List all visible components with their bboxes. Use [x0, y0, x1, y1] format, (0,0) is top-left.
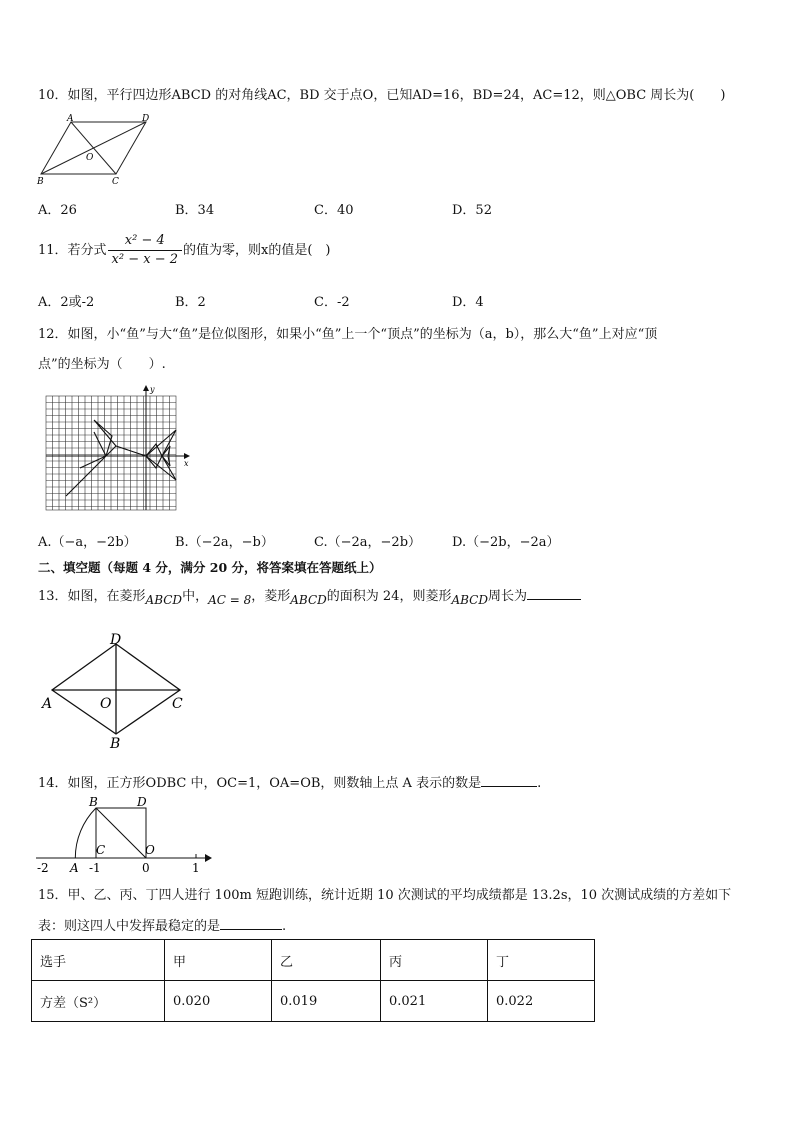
- q14-text: 14．如图，正方形ODBC 中，OC=1，OA=OB，则数轴上点 A 表示的数是: [38, 776, 482, 791]
- q10-label-d: D: [142, 114, 150, 124]
- q11-prefix: 11．若分式: [38, 243, 107, 258]
- q10-label-o: O: [86, 153, 94, 163]
- section-title-fill-in: 二、填空题（每题 4 分，满分 20 分，将答案填在答题纸上）: [38, 560, 382, 575]
- q15-stem-line2: [38, 915, 286, 934]
- q15-text-2: 表：则这四人中发挥最稳定的是: [38, 919, 221, 934]
- q11-option-d: D．4: [452, 295, 484, 310]
- q12-grid: [46, 396, 176, 510]
- q13-answer-blank[interactable]: [527, 599, 581, 600]
- q12-fish-grid-figure: [44, 384, 194, 516]
- q14-label-b: B: [89, 795, 98, 809]
- q12-option-a: A.（−a，−2b）: [38, 535, 137, 550]
- q13-label-b: B: [110, 736, 121, 752]
- q10-option-a: A．26: [38, 203, 77, 218]
- q10-parallelogram-figure: [36, 112, 160, 186]
- q12-big-fish: [66, 420, 116, 496]
- q11-option-a: A．2或-2: [38, 295, 95, 310]
- q15-end: .: [282, 919, 287, 934]
- table-cell: 0.022: [488, 981, 595, 1022]
- q12-stem-line1: 12．如图，小“鱼”与大“鱼”是位似图形，如果小“鱼”上一个“顶点”的坐标为（a，b），那么大“鱼”上对应“顶: [38, 327, 658, 342]
- table-cell: 0.021: [381, 981, 488, 1022]
- q13-label-c: C: [172, 696, 183, 712]
- q11-option-b: B．2: [175, 295, 206, 310]
- table-header-cell: 丙: [381, 940, 488, 981]
- q12-label-y: y: [150, 385, 155, 394]
- q13-text-1: 13．如图，在菱形: [38, 589, 146, 604]
- q14-tick-neg1: -1: [89, 861, 101, 875]
- q14-tick-0: 0: [142, 861, 150, 875]
- q12-option-c: C.（−2a，−2b）: [314, 535, 422, 550]
- q13-stem: [38, 585, 581, 607]
- q14-tick-neg2: -2: [37, 861, 49, 875]
- table-cell: 0.020: [165, 981, 272, 1022]
- q13-text-5: 周长为: [487, 589, 527, 604]
- q11-fraction: [108, 232, 182, 269]
- q10-option-b: B．34: [175, 203, 215, 218]
- q13-label-o: O: [100, 696, 112, 712]
- table-header-cell: 选手: [32, 940, 165, 981]
- q11-option-c: C．-2: [314, 295, 350, 310]
- q10-label-a: A: [67, 114, 74, 124]
- q11-stem: [38, 232, 331, 269]
- q13-rhombus-name-3: ABCD: [451, 593, 488, 607]
- q11-numerator: x² − 4: [108, 232, 182, 251]
- q13-text-3: ，菱形: [251, 589, 291, 604]
- q13-label-d: D: [110, 632, 122, 648]
- q14-label-o: O: [145, 843, 155, 857]
- q10-label-b: B: [37, 177, 44, 186]
- q14-label-d: D: [137, 795, 147, 809]
- q12-label-x: x: [184, 459, 189, 468]
- q12-stem-line2: 点”的坐标为（ ）.: [38, 357, 166, 372]
- q13-text-4: 的面积为 24，则菱形: [326, 589, 452, 604]
- table-row-label: 方差（S²）: [32, 981, 165, 1022]
- table-row-header: [32, 940, 595, 981]
- q11-suffix: 的值为零，则x的值是( ): [183, 243, 331, 258]
- q12-option-b: B.（−2a，−b）: [175, 535, 274, 550]
- table-header-cell: 乙: [272, 940, 381, 981]
- q13-label-a: A: [42, 696, 53, 712]
- q13-rhombus-name-1: ABCD: [145, 593, 183, 607]
- q10-label-c: C: [112, 177, 119, 186]
- q15-variance-table: [31, 939, 595, 1022]
- table-row-variance: [32, 981, 595, 1022]
- q13-text-2: 中，: [182, 589, 209, 604]
- q10-stem: 10．如图，平行四边形ABCD 的对角线AC，BD 交于点O，已知AD=16，BD=24，AC=12，则△OBC 周长为( ): [38, 88, 726, 103]
- q14-end: .: [537, 776, 542, 791]
- q14-tick-1: 1: [192, 861, 200, 875]
- q14-label-c: C: [96, 843, 106, 857]
- q13-rhombus-figure: [40, 630, 200, 752]
- q10-option-d: D．52: [452, 203, 492, 218]
- q11-denominator: x² − x − 2: [111, 252, 179, 267]
- q12-option-d: D.（−2b，−2a）: [452, 535, 560, 550]
- q10-option-c: C．40: [314, 203, 354, 218]
- q14-number-line-figure: [34, 794, 216, 878]
- q15-stem-line1: 15．甲、乙、丙、丁四人进行 100m 短跑训练，统计近期 10 次测试的平均成绩都是 13.2s，10 次测试成绩的方差如下: [38, 888, 732, 903]
- q14-label-a: A: [70, 861, 79, 875]
- q15-answer-blank[interactable]: [220, 929, 282, 930]
- q14-stem: [38, 772, 541, 791]
- q13-ac-value: AC = 8: [208, 593, 252, 607]
- table-header-cell: 甲: [165, 940, 272, 981]
- q14-answer-blank[interactable]: [481, 786, 537, 787]
- table-cell: 0.019: [272, 981, 381, 1022]
- table-header-cell: 丁: [488, 940, 595, 981]
- q13-rhombus-name-2: ABCD: [290, 593, 327, 607]
